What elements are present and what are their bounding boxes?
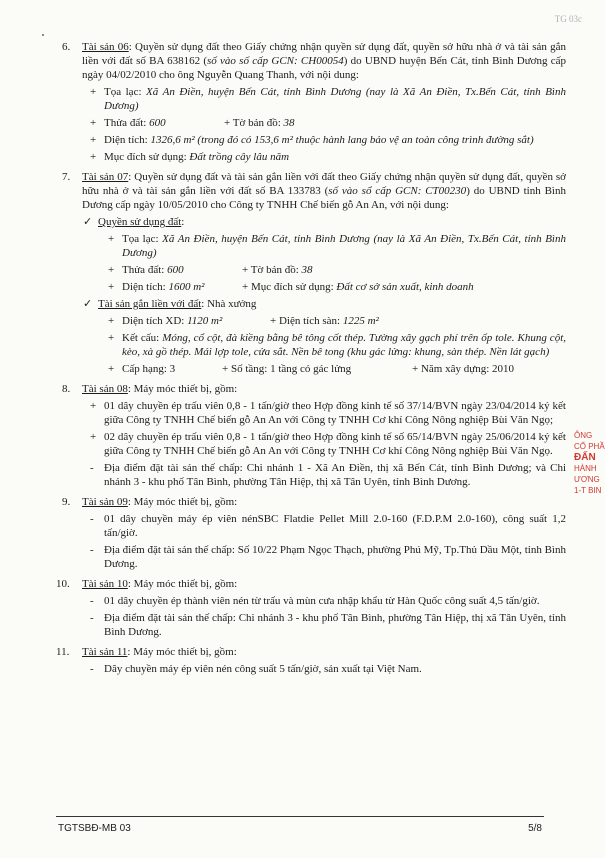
item-number: 7. [62,171,71,183]
plus-marker: + [108,332,115,344]
dash-marker: - [90,612,94,624]
plus-marker: + [270,315,277,327]
plus-marker: + [90,400,97,412]
attached-heading-line [82,297,566,311]
build-area-label: Diện tích XD: [122,315,188,327]
area-value: 1326,6 m² (trong đó có 153,6 m² thuộc hành lang bảo vệ an toàn công trình đường sắt) [150,134,534,146]
location-value: Xã An Điền, huyện Bến Cát, tỉnh Bình Dương (nay là Xã An Điền, Tx.Bến Cát, tỉnh Bình Dương) [122,233,566,259]
equipment-line [82,512,566,540]
plus-marker: + [108,281,115,293]
purpose-label: Mục đích sử dụng: [250,281,337,293]
year-text: Năm xây dựng: 2010 [420,363,515,375]
dash-marker: - [90,513,94,525]
asset-label: Tài sản 10 [82,578,128,590]
check-icon: ✓ [83,298,93,310]
asset-item-07 [0,170,600,376]
equipment-line [82,430,566,458]
map-value: 38 [283,117,295,129]
asset-intro: : Máy móc thiết bị, gồm: [127,646,237,658]
pledge-location-text: Địa điểm đặt tài sản thế chấp: Số 10/22 Phạm Ngọc Thạch, phường Phú Mỹ, Tp.Thủ Dầu Một, tỉnh Bình Dương. [104,544,566,570]
asset-item-06 [0,40,600,164]
area-label: Diện tích: [104,134,151,146]
asset-item-10 [0,577,600,639]
plot-label: Thửa đất: [104,117,150,129]
asset-text-italic: số vào sổ cấp GCN: CT00230 [328,185,467,197]
plot-line [82,116,566,130]
item-number: 8. [62,383,71,395]
document-body [0,40,605,682]
plus-marker: + [90,431,97,443]
scan-speck [42,34,44,36]
item-number: 9. [62,496,71,508]
plus-marker: + [90,117,97,129]
dash-marker: - [90,462,94,474]
map-label: Tờ bản đồ: [250,264,302,276]
asset-text: ) do UBND tỉnh Bình Dương cấp ngày 10/05/2010 cho Công ty TNHH Chế biến gỗ An An, với nội dung: [82,185,566,211]
grade-line [82,362,566,376]
location-value: Xã An Điền, huyện Bến Cát, tỉnh Bình Dương (nay là Xã An Điền, Tx.Bến Cát, tỉnh Bình Dương) [104,86,566,112]
asset-item-08 [0,382,600,489]
plus-marker: + [108,315,115,327]
location-label: Tọa lạc: [122,233,163,245]
asset-label: Tài sản 08 [82,383,128,395]
plus-marker: + [108,264,115,276]
purpose-value: Đất cơ sở sản xuất, kinh doanh [336,281,474,293]
dash-marker: - [90,663,94,675]
plus-marker: + [108,233,115,245]
pledge-location-line [82,611,566,639]
plot-label: Thửa đất: [122,264,168,276]
asset-intro: : Máy móc thiết bị, gồm: [127,496,238,508]
asset-text: : Quyền sử dụng đất và tài sản gắn liền với đất theo Giấy chứng nhận quyền sử dụng đất, quyền sở hữu nhà ở và tài sản gắn liền với đất số BA 133783 ( [82,171,566,197]
asset-intro: : Máy móc thiết bị, gồm: [127,383,238,395]
footer-page-number: 5/8 [528,823,542,834]
equipment-line [82,594,566,608]
plus-marker: + [90,86,97,98]
equipment-text: 02 dây chuyền ép trấu viên 0,8 - 1 tấn/giờ theo Hợp đồng kinh tế số 65/14/BVN ngày 25/06/2014 ký kết giữa Công ty TNHH Chế biến gỗ An An với Công ty TNHH Cơ khí Công Nông nghiệp Bùi Văn Ngọ. [104,431,566,457]
attached-value: : Nhà xưởng [201,298,257,310]
build-area-value: 1120 m² [187,315,223,327]
purpose-line [82,150,566,164]
pledge-location-text: Địa điểm đặt tài sản thế chấp: Chi nhánh 1 - Xã An Điền, thị xã Bến Cát, tỉnh Bình Dương; và Chi nhánh 3 - khu phố Tân Bình, phường Tân Hiệp, thị xã Tân Uyên, tỉnh Bình Dương. [104,462,566,488]
map-value: 38 [301,264,313,276]
build-area-line [82,314,566,328]
grade-text: Cấp hạng: 3 [122,363,176,375]
item-number: 10. [56,578,70,590]
plus-marker: + [412,363,419,375]
location-label: Tọa lạc: [104,86,147,98]
plot-line [82,263,566,277]
dash-marker: - [90,595,94,607]
plus-marker: + [90,151,97,163]
plus-marker: + [90,134,97,146]
asset-item-09 [0,495,600,571]
asset-label: Tài sản 11 [82,646,128,658]
plus-marker: + [108,363,115,375]
area-label: Diện tích: [122,281,169,293]
location-line [82,232,566,260]
asset-text-italic: số vào số cấp GCN: CH00054 [207,55,344,67]
plus-marker: + [222,363,229,375]
item-number: 6. [62,41,71,53]
land-heading: Quyền sử dụng đất [98,216,182,228]
item-number: 11. [56,646,70,658]
purpose-label: Mục đích sử dụng: [104,151,190,163]
red-seal-stamp: ÔNG CỔ PHẦ ĐẤN HÀNH ƯƠNG 1-T BIN [574,431,605,495]
plus-marker: + [242,281,249,293]
equipment-text: 01 dây chuyền máy ép viên nénSBC Flatdie Pellet Mill 2.0-160 (F.D.P.M 2.0-160), công suất 1,2 tấn/giờ. [104,513,566,539]
footer-divider [56,816,544,817]
pledge-location-line [82,543,566,571]
equipment-text: 01 dây chuyền ép trấu viên 0,8 - 1 tấn/giờ theo Hợp đồng kinh tế số 37/14/BVN ngày 23/04/2014 ký kết giữa Công ty TNHH Chế biến gỗ An An với Công ty TNHH Cơ khí Công Nông nghiệp Bùi Văn Ngọ; [104,400,566,426]
asset-label: Tài sản 09 [82,496,128,508]
plus-marker: + [224,117,231,129]
pledge-location-line [82,461,566,489]
area-line [82,133,566,147]
check-icon: ✓ [83,216,93,228]
asset-label: Tài sản 07 [82,171,129,183]
plot-value: 600 [149,117,166,129]
header-code: TG 03c [554,14,582,24]
asset-label: Tài sản 06 [82,41,129,53]
asset-text: : Quyền sử dụng đất theo Giấy chứng nhận quyền sử dụng đất, quyền sở hữu nhà ở và tài sản gắn liền với đất số BA 638162 ( [82,41,566,67]
map-label: Tờ bản đồ: [232,117,284,129]
floors-text: Số tầng: 1 tầng có gác lửng [230,363,352,375]
asset-item-11 [0,645,600,676]
location-line [82,85,566,113]
asset-text: ) do UBND huyện Bến Cát, tỉnh Bình Dương cấp ngày 04/02/2010 cho ông Nguyễn Quang Thanh, với nội dung: [82,55,567,81]
equipment-text: Dây chuyền máy ép viên nén công suất 5 tấn/giờ, sản xuất tại Việt Nam. [104,663,422,675]
floor-area-label: Diện tích sàn: [278,315,343,327]
asset-intro: : Máy móc thiết bị, gồm: [127,578,238,590]
plus-marker: + [242,264,249,276]
footer-doc-code: TGTSBĐ-MB 03 [58,823,131,834]
equipment-line [82,662,566,676]
equipment-line [82,399,566,427]
purpose-value: Đất trồng cây lâu năm [189,151,290,163]
pledge-location-text: Địa điểm đặt tài sản thế chấp: Chi nhánh 3 - khu phố Tân Bình, phường Tân Hiệp, thị xã Tân Uyên, tỉnh Bình Dương. [104,612,566,638]
attached-heading: Tài sản gắn liền với đất [98,298,202,310]
dash-marker: - [90,544,94,556]
structure-line [82,331,566,359]
area-value: 1600 m² [168,281,205,293]
area-line [82,280,566,294]
structure-label: Kết cấu: [122,332,163,344]
land-heading-line: ✓ Quyền sử dụng đất: [83,216,185,228]
equipment-text: 01 dây chuyền ép thành viên nén từ trấu và mùn cưa nhập khẩu từ Hàn Quốc công suất 4,5 tấn/giờ. [104,595,540,607]
plot-value: 600 [167,264,184,276]
floor-area-value: 1225 m² [342,315,379,327]
structure-value: Móng, cổ cột, đà kiềng bằng bê tông cốt thép. Tường xây gạch phí trên ốp tole. Khung cột, kèo, xà gồ thép. Mái lợp tole, cửa sắt. Nền bê tong (khu gác lửng: khung, sàn thép. Nền lát gạch) [122,332,566,358]
